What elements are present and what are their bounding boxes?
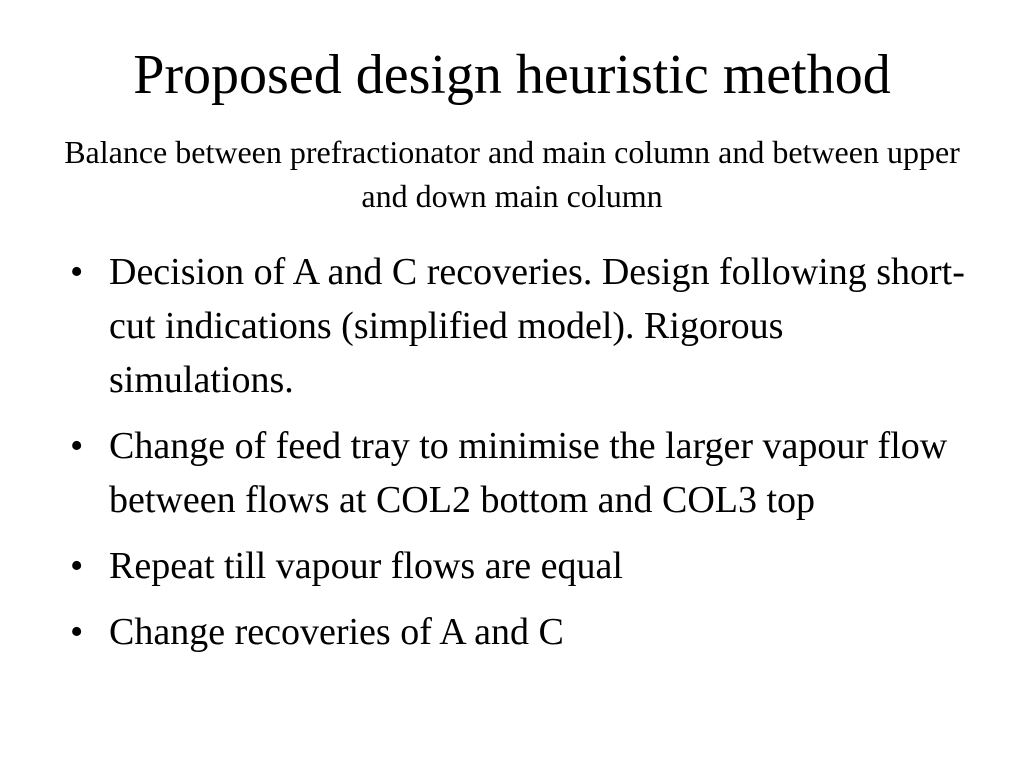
bullet-dot-icon: • bbox=[70, 545, 84, 587]
bullet-list bbox=[70, 245, 970, 671]
slide-title: Proposed design heuristic method bbox=[133, 44, 891, 106]
bullet-dot-icon: • bbox=[70, 611, 84, 653]
bullet-text: Change recoveries of A and C bbox=[109, 611, 564, 653]
bullet-item bbox=[70, 419, 970, 527]
slide-subtitle: Balance between prefractionator and main column and between upper and down main column bbox=[64, 134, 960, 214]
bullet-item bbox=[70, 605, 970, 659]
bullet-text: Change of feed tray to minimise the larger vapour flow between flows at COL2 bottom and COL3 top bbox=[109, 425, 948, 521]
bullet-item bbox=[70, 245, 970, 407]
bullet-item bbox=[70, 539, 970, 593]
bullet-dot-icon: • bbox=[70, 425, 84, 467]
bullet-dot-icon: • bbox=[70, 251, 84, 293]
bullet-text: Decision of A and C recoveries. Design following short-cut indications (simplified model). Rigorous simulations. bbox=[109, 251, 965, 401]
bullet-text: Repeat till vapour flows are equal bbox=[109, 545, 623, 587]
